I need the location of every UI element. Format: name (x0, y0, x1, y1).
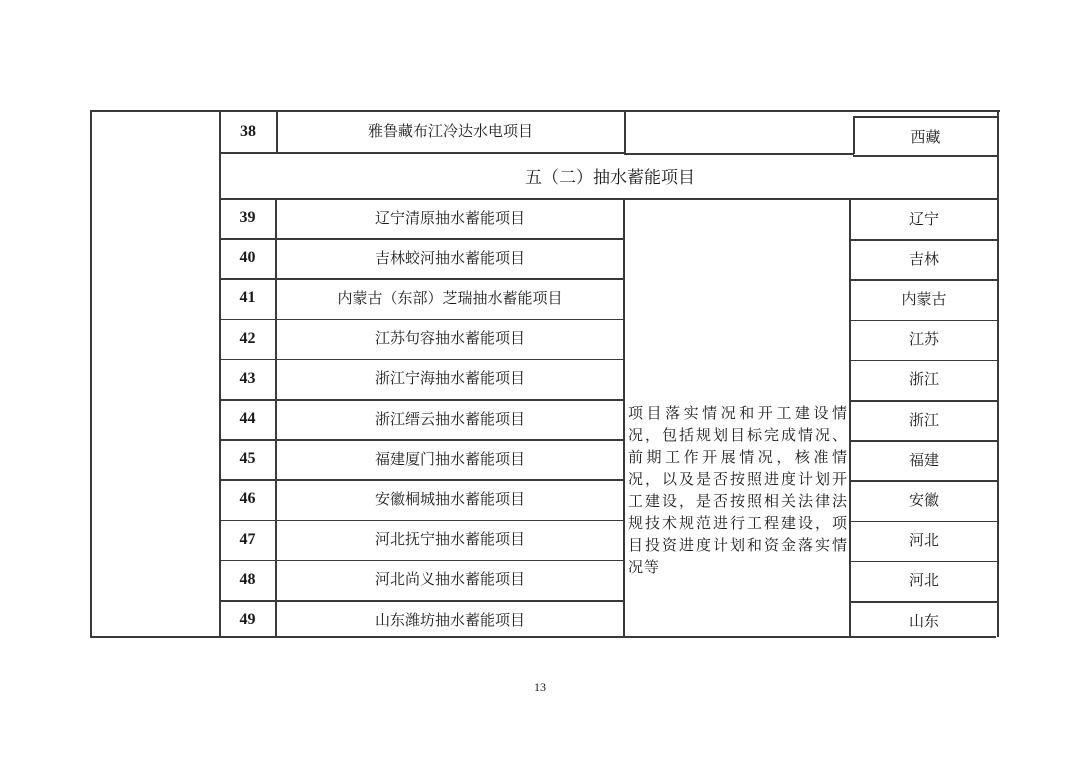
row-number: 41 (239, 289, 256, 307)
row-project-name: 辽宁清原抽水蓄能项目 (374, 208, 525, 227)
row-number: 42 (239, 329, 256, 347)
row-region: 河北 (908, 571, 939, 590)
row-38-project-name: 雅鲁藏布江冷达水电项目 (367, 122, 533, 140)
row-number: 43 (239, 369, 256, 387)
row-project-name: 浙江宁海抽水蓄能项目 (374, 369, 525, 388)
row-region: 浙江 (908, 410, 939, 429)
row-number: 44 (239, 410, 256, 428)
row-project-name: 安徽桐城抽水蓄能项目 (374, 489, 525, 508)
row-project-name: 福建厦门抽水蓄能项目 (374, 449, 525, 468)
row-region: 吉林 (908, 249, 939, 268)
row-region: 内蒙古 (901, 289, 947, 308)
row-number: 48 (239, 570, 256, 588)
row-region: 山东 (908, 611, 939, 630)
row-project-name: 山东潍坊抽水蓄能项目 (374, 610, 525, 629)
row-region: 浙江 (908, 370, 939, 389)
row-project-name: 江苏句容抽水蓄能项目 (374, 329, 525, 348)
check-content-cell: 项目落实情况和开工建设情况，包括规划目标完成情况、前期工作开展情况，核准情况，以及是否按照进度计划开工建设，是否按照相关法律法规技术规范进行工程建设，项目投资进度计划和资金落实情况等 (628, 404, 848, 576)
page-number: 13 (534, 680, 546, 694)
row-region: 安徽 (908, 490, 939, 509)
row-number: 45 (239, 450, 256, 468)
row-project-name: 吉林蛟河抽水蓄能项目 (374, 248, 525, 267)
section-heading: 五（二）抽水蓄能项目 (525, 168, 695, 188)
row-project-name: 河北抚宁抽水蓄能项目 (374, 530, 525, 549)
table-border-left (90, 110, 92, 637)
row-project-name: 内蒙古（东部）芝瑞抽水蓄能项目 (337, 288, 563, 307)
column-divider-name-38 (624, 110, 626, 153)
row-number: 47 (239, 530, 256, 548)
row-region: 辽宁 (908, 209, 939, 228)
row-region: 江苏 (908, 330, 939, 349)
row-region: 福建 (908, 450, 939, 469)
row-number: 46 (239, 490, 256, 508)
row-region: 河北 (908, 531, 939, 550)
column-divider-name (623, 198, 625, 637)
row-38-region: 西藏 (910, 127, 941, 146)
row-38-number: 38 (240, 122, 256, 140)
row-project-name: 河北尚义抽水蓄能项目 (374, 570, 525, 589)
row-project-name: 浙江缙云抽水蓄能项目 (374, 409, 525, 428)
row-number: 40 (239, 249, 256, 267)
row-number: 49 (239, 611, 256, 629)
row-number: 39 (239, 209, 256, 227)
